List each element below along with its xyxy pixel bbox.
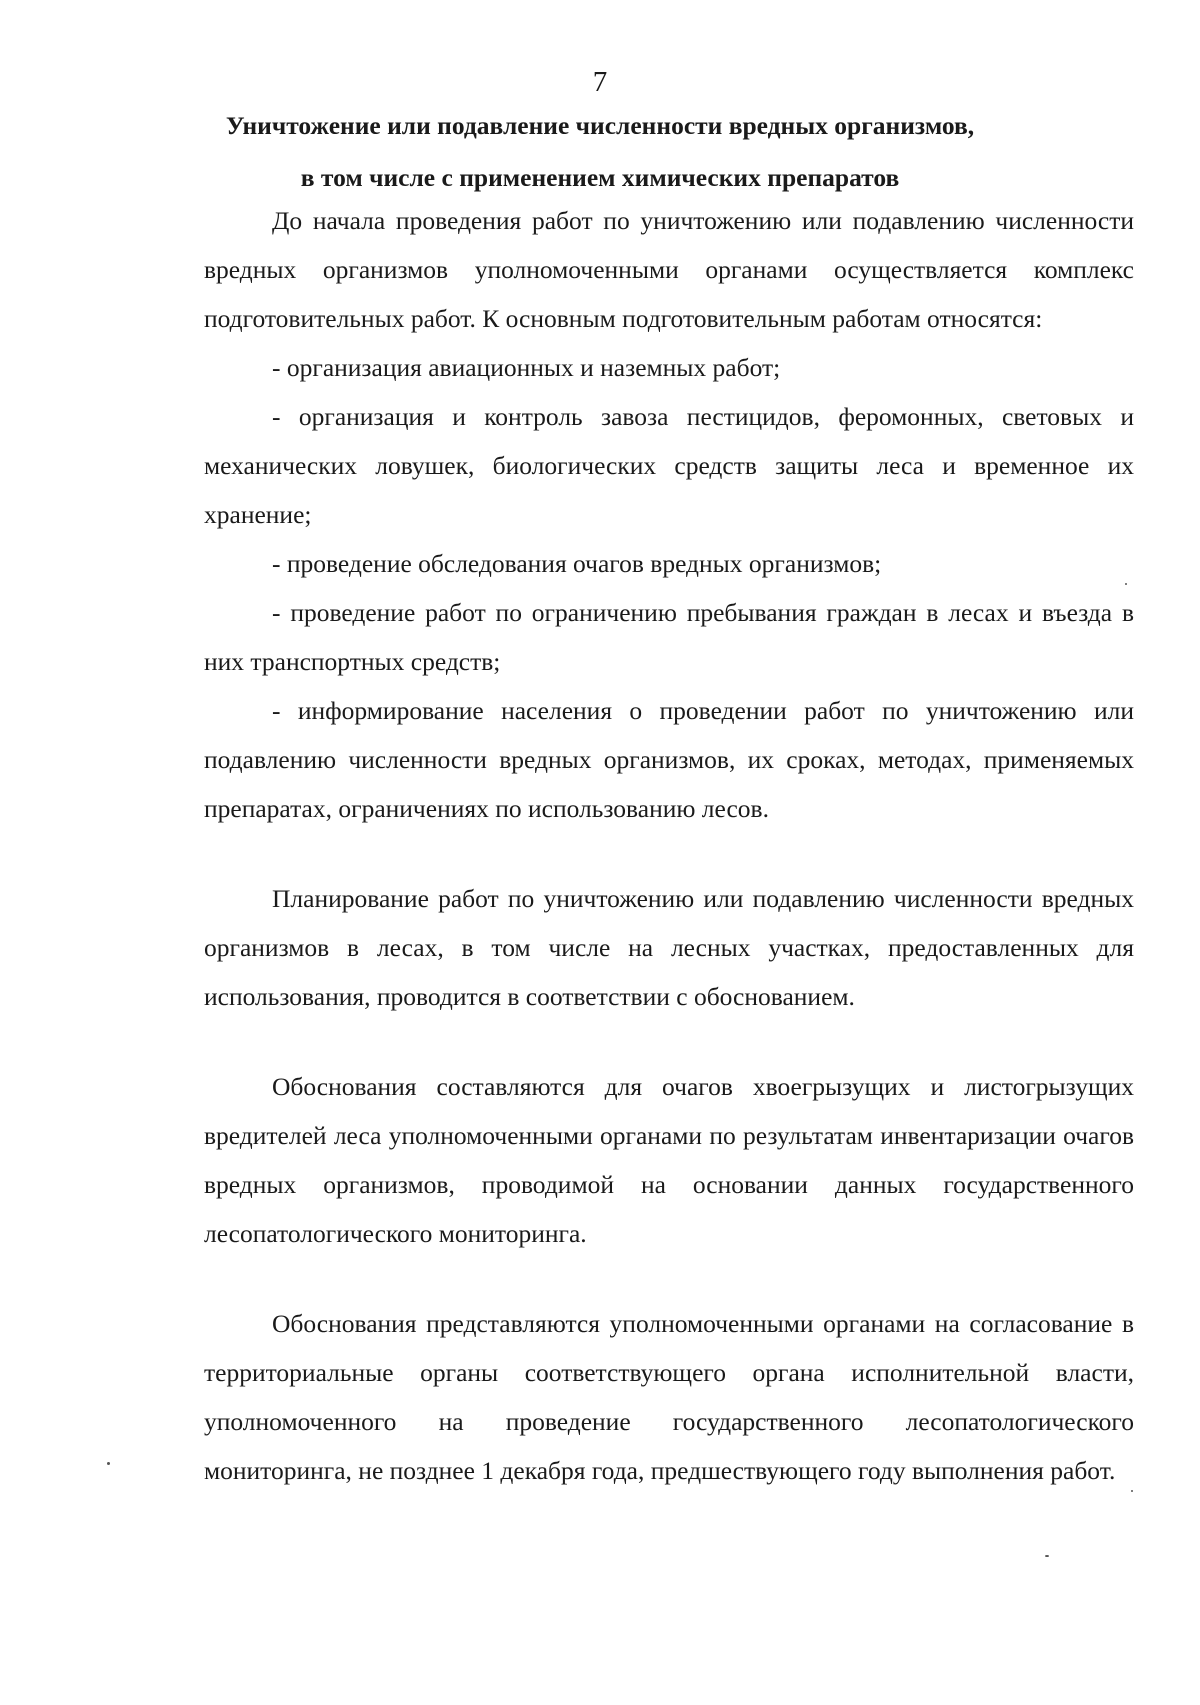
page-number: 7: [592, 66, 608, 98]
list-item-survey: - проведение обследования очагов вредных организмов;: [272, 549, 882, 578]
list-item-restriction: - проведение работ по ограничению пребывания граждан в лесах и въезда в них транспортных средств;: [204, 598, 1134, 676]
list-item-aviation: - организация авиационных и наземных работ;: [272, 353, 781, 382]
heading-line-1: Уничтожение или подавление численности вредных организмов,: [225, 111, 975, 140]
list-item-informing: - информирование населения о проведении работ по уничтожению или подавлению численности вредных организмов, их сроках, методах, применяемых препаратах, ограничениях по использованию лесов.: [204, 696, 1134, 823]
paragraph-justification: Обоснования составляются для очагов хвоегрызущих и листогрызущих вредителей леса уполномоченными органами по результатам инвентаризации очагов вредных организмов, проводимой на основании данных государственного лесопатологического мониторинга.: [204, 1072, 1134, 1248]
scan-speck: [107, 1462, 110, 1465]
scan-speck: [1131, 1490, 1133, 1492]
heading-line-2: в том числе с применением химических препаратов: [300, 163, 900, 192]
paragraph-submission: Обоснования представляются уполномоченными органами на согласование в территориальные органы соответствующего органа исполнительной власти, уполномоченного на проведение государственного лесопатологического мониторинга, не позднее 1 декабря года, предшествующего году выполнения работ.: [204, 1309, 1134, 1485]
paragraph-intro: До начала проведения работ по уничтожению или подавлению численности вредных организмов уполномоченными органами осуществляется комплекс подготовительных работ. К основным подготовительным работам относятся:: [204, 206, 1134, 333]
paragraph-planning: Планирование работ по уничтожению или подавлению численности вредных организмов в лесах, в том числе на лесных участках, предоставленных для использования, проводится в соответствии с обоснованием.: [204, 884, 1134, 1011]
document-body: [204, 196, 1134, 1495]
scan-speck: [1045, 1555, 1049, 1557]
scan-speck: [1125, 583, 1127, 585]
section-heading: [150, 100, 1050, 204]
list-item-pesticides: - организация и контроль завоза пестицидов, феромонных, световых и механических ловушек, биологических средств защиты леса и временное их хранение;: [204, 402, 1134, 529]
